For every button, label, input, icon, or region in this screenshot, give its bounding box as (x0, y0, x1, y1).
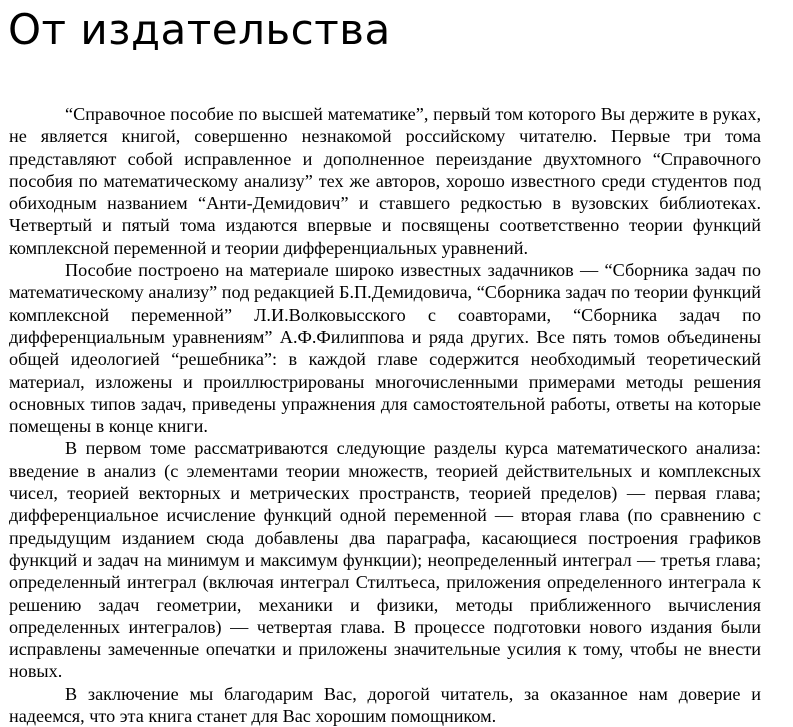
paragraph-contents: В первом томе рассматриваются следующие разделы курса математического анализа: введение в анализ (с элементами теории множеств, теорией действительных и комплексных чисел, теорией векторных и метрических пространств, теорией пределов) — первая глава; дифференциальное исчисление функций одной переменной — вторая глава (по сравнению с предыдущим изданием сюда добавлены два параграфа, касающиеся построения графиков функций и задач на минимум и максимум функции); неопределенный интеграл — третья глава; определенный интеграл (включая интеграл Стилтьеса, приложения определенного интеграла к решению задач геометрии, механики и физики, методы приближенного вычисления определенных интегралов) — четвертая глава. В процессе подготовки нового издания были исправлены замеченные опечатки и приложены значительные усилия к тому, чтобы не внести новых. (9, 438, 761, 682)
body-text (9, 103, 761, 727)
paragraph-conclusion: В заключение мы благодарим Вас, дорогой читатель, за оказанное нам доверие и надеемся, что эта книга станет для Вас хорошим помощником. (9, 683, 761, 727)
paragraph-intro: “Справочное пособие по высшей математике”, первый том которого Вы держите в руках, не является книгой, совершенно незнакомой российскому читателю. Первые три тома представляют собой исправленное и дополненное переиздание двухтомного “Справочного пособия по математическому анализу” тех же авторов, хорошо известного среди студентов под обиходным названием “Анти-Демидович” и ставшего редкостью в вузовских библиотеках. Четвертый и пятый тома издаются впервые и посвящены соответственно теории функций комплексной переменной и теории дифференциальных уравнений. (9, 104, 761, 258)
paragraph-sources: Пособие построено на материале широко известных задачников — “Сборника задач по математическому анализу” под редакцией Б.П.Демидовича, “Сборника задач по теории функций комплексной переменной” Л.И.Волковысского с соавторами, “Сборника задач по дифференциальным уравнениям” А.Ф.Филиппова и ряда других. Все пять томов объединены общей идеологией “решебника”: в каждой главе содержится необходимый теоретический материал, изложены и проиллюстрированы многочисленными примерами методы решения основных типов задач, приведены упражнения для самостоятельной работы, ответы на которые помещены в конце книги. (9, 260, 761, 437)
page-title: От издательства (8, 5, 391, 54)
